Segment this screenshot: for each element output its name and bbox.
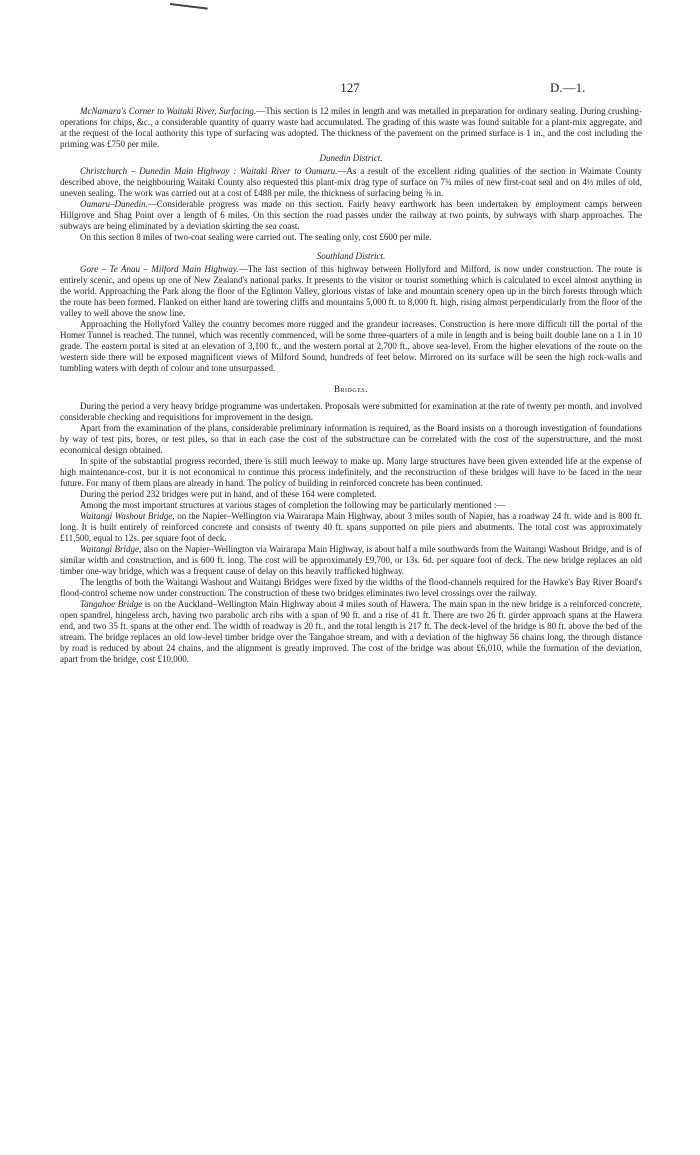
bridges-heading: Bridges. xyxy=(334,384,368,394)
paragraph-text: on the Napier–Wellington via Wairarapa Main Highway, about 3 miles south of Napier, has a roadway 24 ft. wide and is 800 ft. long. It is built entirely of reinforced concrete and consists of twenty 40 ft. spans supported on pile piers and abutments. The total cost was approximately £11,500, equal to 12s. per square foot of deck. xyxy=(60,511,643,543)
page-number: 127 xyxy=(340,80,360,95)
paragraph-title: Tangahoe Bridge xyxy=(80,599,143,609)
paragraph-christchurch-dunedin xyxy=(60,166,642,199)
dunedin-district-heading: Dunedin District. xyxy=(319,153,383,163)
paragraph-two-coat-sealing: On this section 8 miles of two-coat sealing were carried out. The sealing only, cost £600 per mile. xyxy=(80,232,432,242)
paragraph-progress-leeway: In spite of the substantial progress recorded, there is still much leeway to make up. Many large structures have been given extended life at the expense of high maintenance-cost, but it is not economical to continue this process indefinitely, and the reconstruction of these bridges will have to be faced in the near future. For many of them plans are already in hand. The policy of building in reinforced concrete has been continued. xyxy=(60,456,642,488)
paragraph-mcnamaras-corner xyxy=(60,106,642,150)
paragraph-title: Oamaru–Dunedin. xyxy=(80,199,148,209)
paragraph-title: Christchurch – Dunedin Main Highway : Waitaki River to Oamaru. xyxy=(80,166,338,176)
paragraph-title: Waitangi Bridge, xyxy=(80,544,142,554)
paragraph-text: is on the Auckland–Wellington Main Highway about 4 miles south of Hawera. The main span in the new bridge is a reinforced concrete, open spandrel, hingeless arch, having two parabolic arch ribs with a span of 90 ft. and a rise of 41 ft. There are two 26 ft. girder approach spans at the Hawera end, and two 35 ft. spans at the other end. The width of roadway is 20 ft., and the total length is 217 ft. The deck-level of the bridge is 80 ft. above the bed of the stream. The bridge replaces an old low-level timber bridge over the Tangahoe stream, and with a deviation of the highway 56 chains long, the through distance by road is reduced by about 24 chains, and the alignment is greatly improved. The cost of the bridge was about £6,010, while the formation of the deviation, apart from the bridge, cost £10,000. xyxy=(60,599,642,664)
paragraph-title: McNamara's Corner to Waitaki River, Surfacing. xyxy=(80,106,257,116)
paragraph-tangahoe-bridge xyxy=(60,599,642,665)
paragraph-title: Waitangi Washout Bridge, xyxy=(80,511,175,521)
paragraph-text: —The last section of this highway between Hollyford and Milford, is now under construction. The route is entirely scenic, and opens up one of New Zealand's national parks. It presents to the visitor or tourist something which is calculated to excel almost anything in the world. Approaching the Park along the floor of the Eglinton Valley, glorious vistas of lake and mountain scenery open up in the birch forests through which the route has been formed. Flanked on either hand are towering cliffs and mountains 5,000 ft. to 8,000 ft. high, rising almost perpendicularly from the floor of the valley to well above the snow line. xyxy=(60,264,642,318)
southland-district-heading: Southland District. xyxy=(316,251,386,261)
paragraph-bridge-programme: During the period a very heavy bridge programme was undertaken. Proposals were submitted for examination at the rate of twenty per month, and involved considerable checking and requisitions for improvement in the design. xyxy=(60,401,642,422)
paragraph-flood-channels: The lengths of both the Waitangi Washout and Waitangi Bridges were fixed by the widths of the flood-channels required for the Hawke's Bay River Board's flood-control scheme now under construction. The construction of these two bridges eliminates two level crossings over the railway. xyxy=(60,577,642,598)
paragraph-title: Gore – Te Anau – Milford Main Highway. xyxy=(80,264,239,274)
paragraph-text: also on the Napier–Wellington via Wairarapa Main Highway, is about half a mile southwards from the Waitangi Washout Bridge, and is of similar width and construction, and is 600 ft. long. The cost will be approximately £9,700, or 13s. 6d. per square foot of deck. The new bridge replaces an old timber one-way bridge, which was a frequent cause of delay on this heavily trafficked highway. xyxy=(60,544,643,576)
paragraph-gore-te-anau-milford xyxy=(60,264,642,319)
paragraph-important-structures: Among the most important structures at various stages of completion the following may be particularly mentioned :— xyxy=(80,500,506,510)
scan-mark xyxy=(170,3,208,10)
page-body xyxy=(60,106,642,665)
paragraph-waitangi-washout-bridge xyxy=(60,511,642,544)
paragraph-text: —This section is 12 miles in length and was metalled in preparation for ordinary sealing. During crushing-operations for chips, &c., a considerable quantity of quarry waste had accumulated. The grading of this waste was found suitable for a plant-mix aggregate, and at the request of the local authority this type of surfacing was adopted. The thickness of the pavement on the primed surface is 1 in., and the cost including the priming was £750 per mile. xyxy=(60,106,642,149)
paragraph-plan-examination: Apart from the examination of the plans, considerable preliminary information is required, as the Board insists on a thorough investigation of foundations by way of test pits, bores, or test piles, so that in each case the cost of the substructure can be correlated with the cost of the superstructure, and the most economical design obtained. xyxy=(60,423,642,455)
paragraph-bridges-count: During the period 232 bridges were put in hand, and of these 164 were completed. xyxy=(80,489,377,499)
paragraph-waitangi-bridge xyxy=(60,544,642,577)
paragraph-hollyford-valley: Approaching the Hollyford Valley the country becomes more rugged and the grandeur increases. Construction is here more difficult till the portal of the Homer Tunnel is reached. The tunnel, which was recently commenced, will be some three-quarters of a mile in length and is being built double lane on a 1 in 10 grade. The eastern portal is sited at an elevation of 3,100 ft., and the western portal at 2,700 ft., above sea-level. From the higher elevations of the route on the western side there will be exposed magnificent views of Milford Sound, hundreds of feet below. Mirrored on its surface will be seen the high rock-walls and tumbling waters with depth of colour and tone unsurpassed. xyxy=(60,319,642,373)
document-reference: D.—1. xyxy=(550,80,586,95)
paragraph-oamaru-dunedin xyxy=(60,199,642,232)
paragraph-text: —Considerable progress was made on this section. Fairly heavy earthwork has been undertaken by employment camps between Hillgrove and Shag Point over a length of 6 miles. On this section the road passes under the railway at two points, by subways with sharp approaches. The subways are being eliminated by a deviation skirting the sea coast. xyxy=(60,199,642,231)
paragraph-text: —As a result of the excellent riding qualities of the section in Waimate County described above, the neighbouring Waitaki County also requested this plant-mix drag type of surface on 7¾ miles of new first-coat seal and on 4½ miles of old, uneven sealing. The work was carried out at a cost of £488 per mile, the thickness of surfacing being ⅝ in. xyxy=(60,166,643,198)
